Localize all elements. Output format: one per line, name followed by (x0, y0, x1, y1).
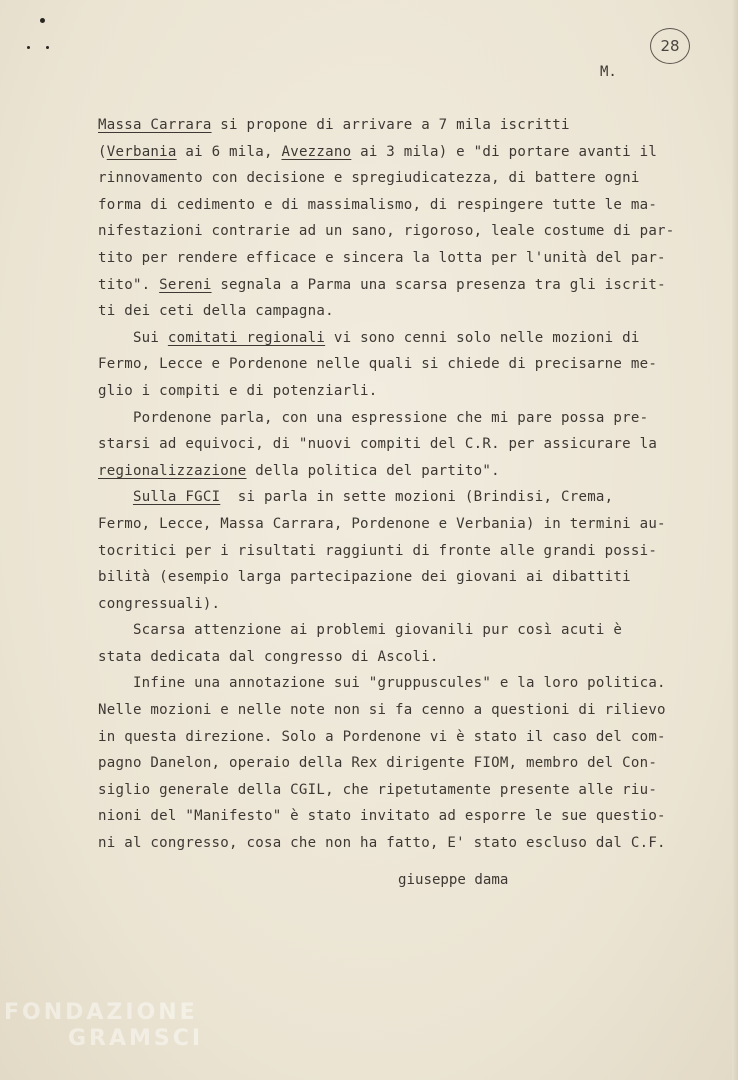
margin-dot (40, 18, 45, 23)
text-segment: tocritici per i risultati raggiunti di fronte alle grandi possi- (98, 542, 658, 559)
text-segment: in questa direzione. Solo a Pordenone vi è stato il caso del com- (98, 728, 666, 745)
text-line (98, 564, 698, 591)
text-line (98, 697, 698, 724)
text-segment (98, 489, 133, 505)
margin-dot (27, 46, 30, 49)
text-line (98, 351, 698, 378)
text-segment: tito". (98, 276, 160, 293)
margin-dot (46, 46, 49, 49)
text-segment: Nelle mozioni e nelle note non si fa cenno a questioni di rilievo (98, 702, 666, 719)
signature: giuseppe dama (398, 872, 509, 888)
text-line (98, 325, 698, 352)
text-segment: bilità (esempio larga partecipazione dei giovani ai dibattiti (98, 569, 631, 586)
text-line (98, 830, 698, 857)
watermark-line-1: FONDAZIONE (4, 1000, 198, 1025)
text-line (98, 245, 698, 272)
text-segment: ni al congresso, cosa che non ha fatto, E' stato escluso dal C.F. (98, 835, 666, 852)
text-segment: Infine una annotazione sui "gruppuscules" e la loro politica. (98, 675, 666, 692)
text-segment: segnala a Parma una scarsa presenza tra gli iscrit- (211, 276, 666, 293)
text-line (98, 378, 698, 405)
page-number-circled (650, 28, 690, 64)
text-segment: starsi ad equivoci, di "nuovi compiti del C.R. per assicurare la (98, 436, 658, 453)
page-number: 28 (660, 37, 680, 55)
text-line (98, 750, 698, 777)
text-line (98, 272, 698, 299)
text-segment: si propone di arrivare a 7 mila iscritti (211, 117, 570, 133)
text-segment: Pordenone parla, con una espressione che mi pare possa pre- (98, 409, 649, 426)
text-segment: ti dei ceti della campagna. (98, 303, 334, 320)
watermark-line-2: GRAMSCI (68, 1026, 204, 1051)
text-line (98, 724, 698, 751)
watermark-logo (4, 1000, 203, 1052)
underlined-text: Sereni (159, 276, 212, 293)
text-line (98, 591, 698, 618)
typed-body-text (98, 112, 698, 857)
text-segment: ai 3 mila) e "di portare avanti il (351, 143, 658, 160)
text-segment: si parla in sette mozioni (Brindisi, Crema, (220, 489, 614, 506)
underlined-text: comitati regionali (167, 329, 326, 346)
text-line (98, 777, 698, 804)
text-segment: ai 6 mila, (176, 143, 282, 160)
text-segment: rinnovamento con decisione e spregiudicatezza, di battere ogni (98, 170, 640, 187)
text-segment: Scarsa attenzione ai problemi giovanili pur così acuti è (98, 622, 623, 639)
text-segment: tito per rendere efficace e sincera la lotta per l'unità del par- (98, 249, 666, 266)
text-line (98, 538, 698, 565)
text-segment: forma di cedimento e di massimalismo, di respingere tutte le ma- (98, 196, 658, 213)
text-line (98, 670, 698, 697)
header-initial: M. (600, 64, 617, 80)
text-line (98, 803, 698, 830)
text-line (98, 139, 698, 166)
text-segment: Fermo, Lecce, Massa Carrara, Pordenone e Verbania) in termini au- (98, 515, 666, 532)
text-segment: glio i compiti e di potenziarli. (98, 382, 378, 399)
text-line (98, 644, 698, 671)
text-segment: Sui (98, 329, 168, 346)
text-line (98, 218, 698, 245)
text-line (98, 617, 698, 644)
underlined-text: Massa Carrara (98, 117, 212, 133)
text-line (98, 405, 698, 432)
text-segment: stata dedicata dal congresso di Ascoli. (98, 648, 439, 665)
text-line (98, 165, 698, 192)
text-line (98, 192, 698, 219)
text-segment: nioni del "Manifesto" è stato invitato ad esporre le sue questio- (98, 808, 666, 825)
underlined-text: Avezzano (281, 143, 352, 160)
text-line (98, 484, 698, 511)
text-segment: congressuali). (98, 595, 221, 612)
text-line (98, 298, 698, 325)
text-line (98, 458, 698, 485)
text-segment: Fermo, Lecce e Pordenone nelle quali si chiede di precisarne me- (98, 356, 658, 373)
underlined-text: Sulla FGCI (132, 489, 221, 506)
text-segment: della politica del partito". (246, 462, 500, 479)
text-segment: nifestazioni contrarie ad un sano, rigoroso, leale costume di par- (98, 223, 675, 240)
text-line (98, 431, 698, 458)
text-line (98, 511, 698, 538)
text-segment: pagno Danelon, operaio della Rex dirigente FIOM, membro del Con- (98, 755, 658, 772)
text-line (98, 112, 698, 139)
underlined-text: Verbania (106, 143, 177, 160)
text-segment: vi sono cenni solo nelle mozioni di (325, 329, 640, 346)
text-segment: ( (98, 143, 107, 160)
page-edge (732, 0, 738, 1080)
text-segment: siglio generale della CGIL, che ripetutamente presente alle riu- (98, 781, 658, 798)
underlined-text: regionalizzazione (98, 462, 247, 479)
